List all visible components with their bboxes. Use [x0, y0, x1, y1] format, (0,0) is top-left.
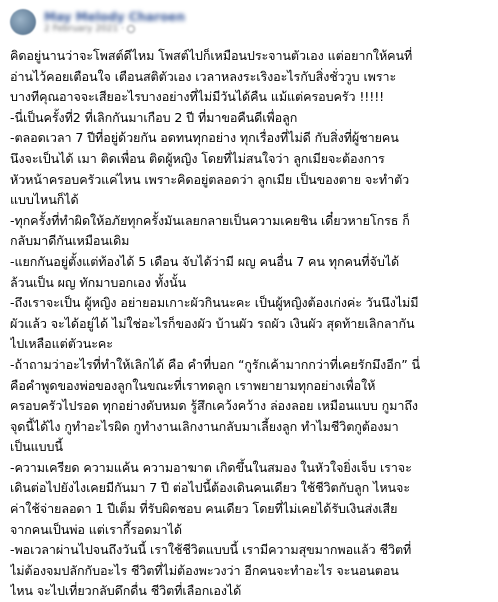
post-text-line: แบบไหนก็ได้	[10, 192, 79, 208]
post-text-line: ผัวแล้ว จะได้อยู่ได้ ไม่ใช่อะไรก็ของผัว บ้านผัว รถผัว เงินผัว สุดท้ายเลิกลากัน	[10, 315, 415, 331]
avatar[interactable]	[10, 9, 36, 35]
post-text-line: -ความเครียด ความแค้น ความอาฆาต เกิดขึ้นในสมอง ในหัวใจยิ่งเจ็บ เราจะ	[10, 459, 412, 475]
post-text-line: ไปเหลือแต่ตัวนะคะ	[10, 336, 113, 352]
post-text-line: กลับมาดีกันเหมือนเดิม	[10, 233, 130, 249]
post-text-line: -แยกกันอยู่ตั้งแต่ท้องได้ 5 เดือน จับได้ว่ามี ผญ คนอื่น 7 คน ทุกคนที่จับได้	[10, 253, 400, 269]
post-text-line: เป็นแบบนี้	[10, 439, 63, 455]
post-text-line: จากคนเป็นพ่อ แต่เรากี้รอดมาได้	[10, 521, 182, 537]
post-text-line: หัวหน้าครอบครัวแค่ไหน เพราะคิดอยู่ตลอดว่า ลูกเมีย เป็นของตาย จะทำตัว	[10, 171, 410, 187]
post-text-line: -นี่เป็นครั้งที่2 ที่เลิกกันมาเกือบ 2 ปี ที่มาขอคืนดีเพื่อลูก	[10, 109, 298, 125]
separator-dot: ·	[121, 23, 125, 34]
post-meta	[44, 10, 185, 35]
post-text-line: -ตลอดเวลา 7 ปีที่อยู่ด้วยกัน อดทนทุกอย่าง ทุกเรื่องที่ไม่ดี กับสิ่งที่ผู้ชายคน	[10, 130, 399, 146]
post-text-line: คิดอยู่นานว่าจะโพสต์ดีไหม โพสต์ไปก็เหมือนประจานตัวเอง แต่อยากให้คนที่	[10, 48, 413, 63]
post-text-line: ไม่ต้องจมปลักกับอะไร ชีวิตที่ไม่ต้องพะวงว่า อีกคนจะทำอะไร จะนอนตอน	[10, 562, 399, 578]
post-text-line: -ถ้าถามว่าอะไรที่ทำให้เลิกได้ คือ คำที่บอก “กูรักเค้ามากกว่าที่เคยรักมึงอีก” นี่	[10, 356, 421, 372]
post-text-line: ค่าใช้จ่ายลอดา 1 ปีเต็ม ที่รับผิดชอบ คนเดียว โดยที่ไม่เคยได้รับเงินส่งเสีย	[10, 501, 398, 517]
post-text-line: คือคำพูดของพ่อของลูกในขณะที่เราทดลูก เราพยายามทุกอย่างเพื่อให้	[10, 377, 376, 393]
author-name[interactable]: May Melody Charoen	[44, 9, 185, 24]
post-text-line: -ถึงเราจะเป็น ผู้หญิง อย่ายอมเกาะผัวกินนะคะ เป็นผู้หญิงต้องเก่งค่ะ วันนึงไม่มี	[10, 295, 419, 311]
post-text-line: -ทุกครั้งที่ทำผิดให้อภัยทุกครั้งมันเลยกลายเป็นความเคยชิน เดี๋ยวหายโกรธ ก็	[10, 212, 410, 228]
post-subline	[44, 24, 185, 35]
post-text-line: ไหน จะไปเที่ยวกลับดึกดื่น ชีวิตที่เลือกเองได้	[10, 583, 242, 599]
post-text-line: บางทีคุณอาจจะเสียอะไรบางอย่างที่ไม่มีวันได้คืน แม้แต่ครอบครัว !!!!!	[10, 89, 385, 105]
globe-icon	[127, 25, 135, 33]
post-date[interactable]: 2 February 2021	[44, 23, 119, 34]
post-header	[10, 8, 488, 36]
post-text-line: นึงจะเป็นได้ เมา ติดเพื่อน ติดผู้หญิง โดยที่ไม่สนใจว่า ลูกเมียจะต้องการ	[10, 150, 385, 166]
post-text-line: ล้วนเป็น ผญ ทักมาบอกเอง ทั้งนั้น	[10, 274, 187, 290]
post-body	[10, 46, 488, 602]
post-text-line: ครอบครัวไปรอด ทุกอย่างดับหมด รู้สึกเคว้งคว้าง ล่องลอย เหมือนแบบ กูมาถึง	[10, 398, 418, 414]
post-text-line: เดินต่อไปยังไงเคยมีกันมา 7 ปี ต่อไปนี้ต้องเดินคนเดียว ใช้ชีวิตกับลูก ไหนจะ	[10, 480, 410, 496]
post-text-line: จุดนี้ได้ไง กูทำอะไรผิด กูทำงานเลิกงานกลับมาเลี้ยงลูก ทำไมชีวิตกูต้องมา	[10, 418, 399, 434]
post-text-line: -พอเวลาผ่านไปจนถึงวันนี้ เราใช้ชีวิตแบบนี้ เรามีความสุขมากพอแล้ว ชีวิตที่	[10, 542, 412, 558]
post-text-line: อ่านไว้คอยเตือนใจ เตือนสติตัวเอง เวลาหลงระเริงอะไรกับสิ่งชั่ววูบ เพราะ	[10, 68, 397, 84]
